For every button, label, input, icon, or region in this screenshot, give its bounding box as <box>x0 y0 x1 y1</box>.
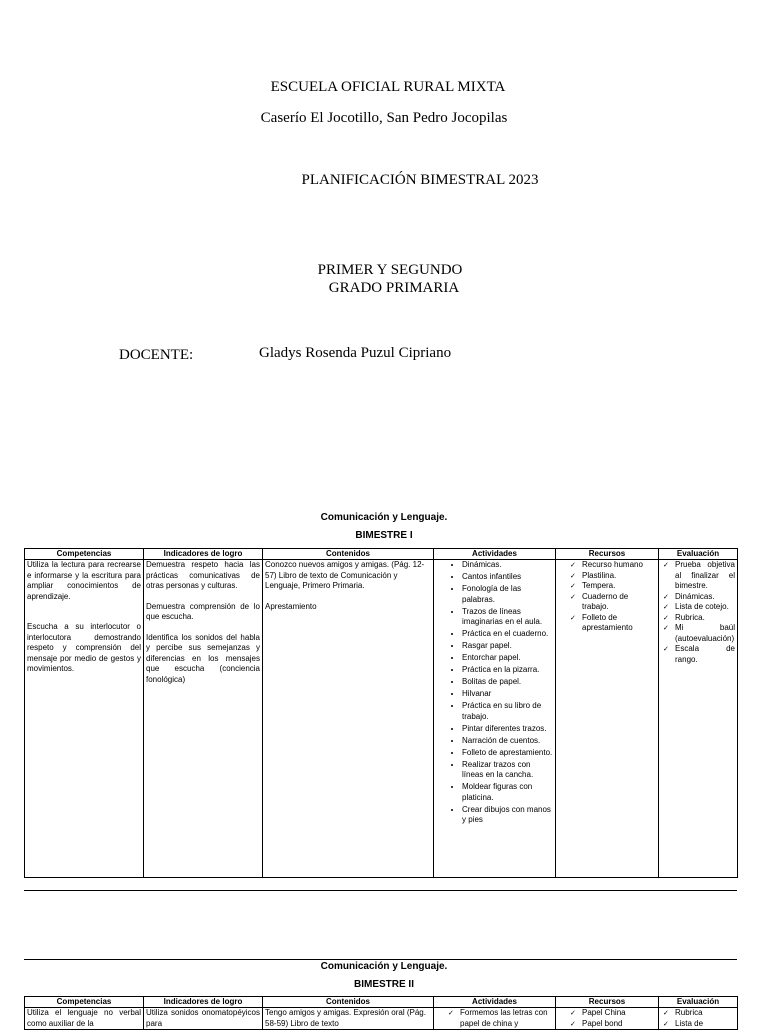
list-item: • Cantos infantiles <box>462 572 553 583</box>
indicador-1: Demuestra respeto hacia las prácticas comunicativas de otras personas y culturas. <box>146 560 260 590</box>
list-item: ✓ Cuaderno de trabajo. <box>570 592 656 613</box>
indicador-3: Identifica los sonidos del habla y percibe sus semejanzas y diferencias en los mensajes que escucha (conciencia fonológica) <box>146 632 260 684</box>
table-row <box>25 560 738 878</box>
list-item: ✓ Lista de <box>663 1019 735 1030</box>
list-item: • Folleto de aprestamiento. <box>462 748 553 759</box>
cell-indicadores <box>144 560 263 878</box>
col-header-competencias: Competencias <box>25 549 144 560</box>
contenido-1: Conozco nuevos amigos y amigas. (Pág. 12-57) Libro de texto de Comunicación y Lenguaje, Primero Primaria. <box>265 560 425 590</box>
list-item: ✓ Plastilina. <box>570 571 656 582</box>
docente-name: Gladys Rosenda Puzul Cipriano <box>259 345 452 361</box>
plan-title: PLANIFICACIÓN BIMESTRAL 2023 <box>301 172 539 188</box>
cell-recursos <box>556 1008 659 1030</box>
list-item: • Hilvanar <box>462 689 553 700</box>
list-item: ✓ Papel China <box>570 1008 656 1019</box>
table-header-row <box>25 997 738 1008</box>
subject-title-bim2: Comunicación y Lenguaje. <box>320 961 448 972</box>
list-item: • Práctica en el cuaderno. <box>462 629 553 640</box>
docente-label: DOCENTE: <box>119 347 194 363</box>
col-header-indicadores: Indicadores de logro <box>144 997 263 1008</box>
col-header-contenidos: Contenidos <box>263 549 434 560</box>
list-item: • Rasgar papel. <box>462 641 553 652</box>
list-item: ✓ Mi baúl (autoevaluación) <box>663 623 735 644</box>
col-header-recursos: Recursos <box>556 997 659 1008</box>
competencia-2: Escucha a su interlocutor o interlocutora demostrando respeto y comprensión del mensaje por medio de gestos y movimientos. <box>27 622 141 673</box>
col-header-evaluacion: Evaluación <box>659 549 738 560</box>
list-item: • Moldear figuras con platicina. <box>462 782 553 803</box>
list-item: ✓ Formemos las letras con papel de china y <box>448 1008 553 1029</box>
cell-competencias <box>25 560 144 878</box>
cell-contenidos: Tengo amigos y amigas. Expresión oral (Pág. 58-59) Libro de texto <box>263 1008 434 1030</box>
list-item: • Práctica en la pizarra. <box>462 665 553 676</box>
col-header-recursos: Recursos <box>556 549 659 560</box>
contenido-2: Aprestamiento <box>265 601 317 611</box>
cell-actividades <box>434 1008 556 1030</box>
planning-table-bim2 <box>24 996 738 1030</box>
list-item: ✓ Papel bond <box>570 1019 656 1030</box>
cell-competencias: Utiliza el lenguaje no verbal como auxiliar de la <box>25 1008 144 1030</box>
cell-indicadores: Utiliza sonidos onomatopéyicos para <box>144 1008 263 1030</box>
list-item: ✓ Escala de rango. <box>663 644 735 665</box>
list-item: ✓ Recurso humano <box>570 560 656 571</box>
page-divider <box>24 890 737 891</box>
list-item: • Trazos de líneas imaginarias en el aula. <box>462 607 553 628</box>
col-header-evaluacion: Evaluación <box>659 997 738 1008</box>
cell-evaluacion <box>659 560 738 878</box>
cell-recursos <box>556 560 659 878</box>
col-header-competencias: Competencias <box>25 997 144 1008</box>
cell-contenidos <box>263 560 434 878</box>
school-name: ESCUELA OFICIAL RURAL MIXTA <box>270 79 506 95</box>
col-header-actividades: Actividades <box>434 997 556 1008</box>
cell-actividades <box>434 560 556 878</box>
list-item: • Fonología de las palabras. <box>462 584 553 605</box>
subject-title-bim1: Comunicación y Lenguaje. <box>320 512 448 523</box>
list-item: ✓ Rubrica. <box>663 613 735 624</box>
list-item: ✓ Folleto de aprestamiento <box>570 613 656 634</box>
table-header-row <box>25 549 738 560</box>
table-row <box>25 1008 738 1030</box>
list-item: • Narración de cuentos. <box>462 736 553 747</box>
list-item: • Práctica en su libro de trabajo. <box>462 701 553 722</box>
list-item: ✓ Dinámicas. <box>663 592 735 603</box>
col-header-actividades: Actividades <box>434 549 556 560</box>
planning-table-bim1 <box>24 548 738 878</box>
school-location: Caserío El Jocotillo, San Pedro Jocopilas <box>260 110 508 126</box>
list-item: • Entorchar papel. <box>462 653 553 664</box>
list-item: • Bolitas de papel. <box>462 677 553 688</box>
grade-line-2: GRADO PRIMARIA <box>328 280 460 296</box>
list-item: ✓ Tempera. <box>570 581 656 592</box>
list-item: ✓ Rubrica <box>663 1008 735 1019</box>
list-item: ✓ Prueba objetiva al finalizar el bimestre. <box>663 560 735 592</box>
list-item: • Realizar trazos con líneas en la cancha. <box>462 760 553 781</box>
competencia-1: Utiliza la lectura para recrearse e informarse y la escritura para ampliar conocimientos de aprendizaje. <box>27 560 141 601</box>
bimestre-title-2: BIMESTRE II <box>353 979 414 990</box>
grade-line-1: PRIMER Y SEGUNDO <box>317 262 463 278</box>
indicador-2: Demuestra comprensión de lo que escucha. <box>146 601 260 621</box>
list-item: ✓ Lista de cotejo. <box>663 602 735 613</box>
page-top-rule <box>24 959 737 960</box>
col-header-contenidos: Contenidos <box>263 997 434 1008</box>
col-header-indicadores: Indicadores de logro <box>144 549 263 560</box>
list-item: • Crear dibujos con manos y pies <box>462 805 553 826</box>
list-item: • Pintar diferentes trazos. <box>462 724 553 735</box>
cell-evaluacion <box>659 1008 738 1030</box>
list-item: • Dinámicas. <box>462 560 553 571</box>
bimestre-title-1: BIMESTRE I <box>355 530 413 541</box>
